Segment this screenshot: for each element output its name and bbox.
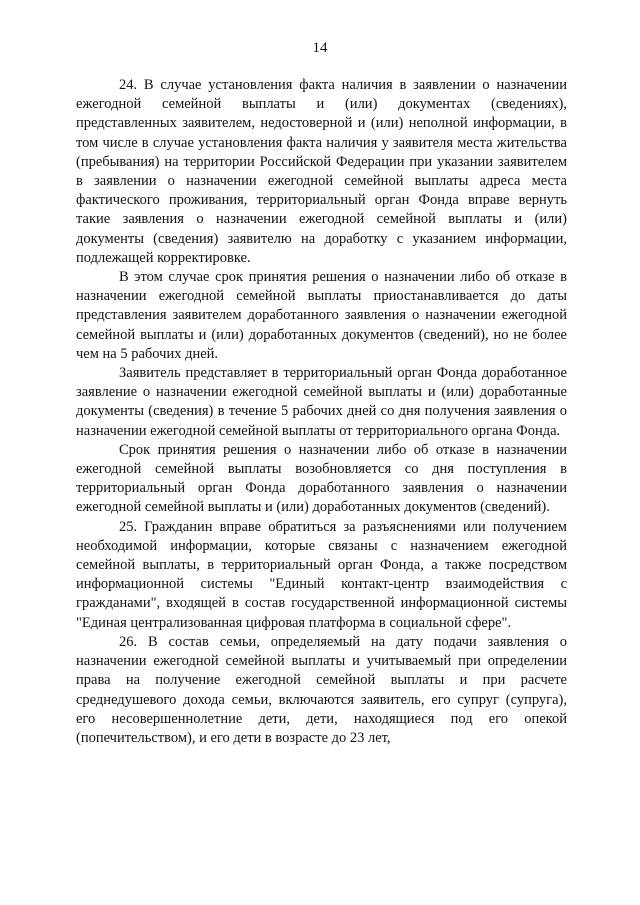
paragraph-term-resumption: Срок принятия решения о назначении либо об отказе в назначении ежегодной семейной выплаты возобновляется со дня поступления в территориальный орган Фонда доработанного заявления о назначении ежегодной семейной выплаты и (или) доработанных документов (сведений). <box>76 441 567 516</box>
document-body <box>76 76 567 748</box>
paragraph-25: 25. Гражданин вправе обратиться за разъяснениями или получением необходимой информации, которые связаны с назначением ежегодной семейной выплаты, в территориальный орган Фонда, а также посредством информационной системы "Единый контакт-центр взаимодействия с гражданами", входящей в состав государственной информационной системы "Единая централизованная цифровая платформа в социальной сфере". <box>76 518 567 631</box>
paragraph-26: 26. В состав семьи, определяемый на дату подачи заявления о назначении ежегодной семейной выплаты и учитываемый при определении права на получение ежегодной семейной выплаты и при расчете среднедушевого дохода семьи, включаются заявитель, его супруг (супруга), его несовершеннолетние дети, дети, находящиеся под его опекой (попечительством), и его дети в возрасте до 23 лет, <box>76 633 567 746</box>
paragraph-suspension-term: В этом случае срок принятия решения о назначении либо об отказе в назначении ежегодной семейной выплаты приостанавливается до даты представления заявителем доработанного заявления о назначении ежегодной семейной выплаты и (или) доработанных документов (сведений), но не более чем на 5 рабочих дней. <box>76 269 567 362</box>
page-number: 14 <box>312 40 328 56</box>
paragraph-24: 24. В случае установления факта наличия в заявлении о назначении ежегодной семейной выплаты и (или) документах (сведениях), представленных заявителем, недостоверной и (или) неполной информации, в том числе в случае установления факта наличия у заявителя места жительства (пребывания) на территории Российской Федерации при указании заявителем в заявлении о назначении ежегодной семейной выплаты адреса места фактического проживания, территориальный орган Фонда вправе вернуть такие заявления о назначении ежегодной семейной выплаты и (или) документы (сведения) заявителю на доработку с указанием информации, подлежащей корректировке. <box>76 77 567 266</box>
paragraph-resubmission: Заявитель представляет в территориальный орган Фонда доработанное заявление о назначении ежегодной семейной выплаты и (или) доработанные документы (сведения) в течение 5 рабочих дней со дня получения заявления о назначении ежегодной семейной выплаты от территориального органа Фонда. <box>76 365 567 439</box>
